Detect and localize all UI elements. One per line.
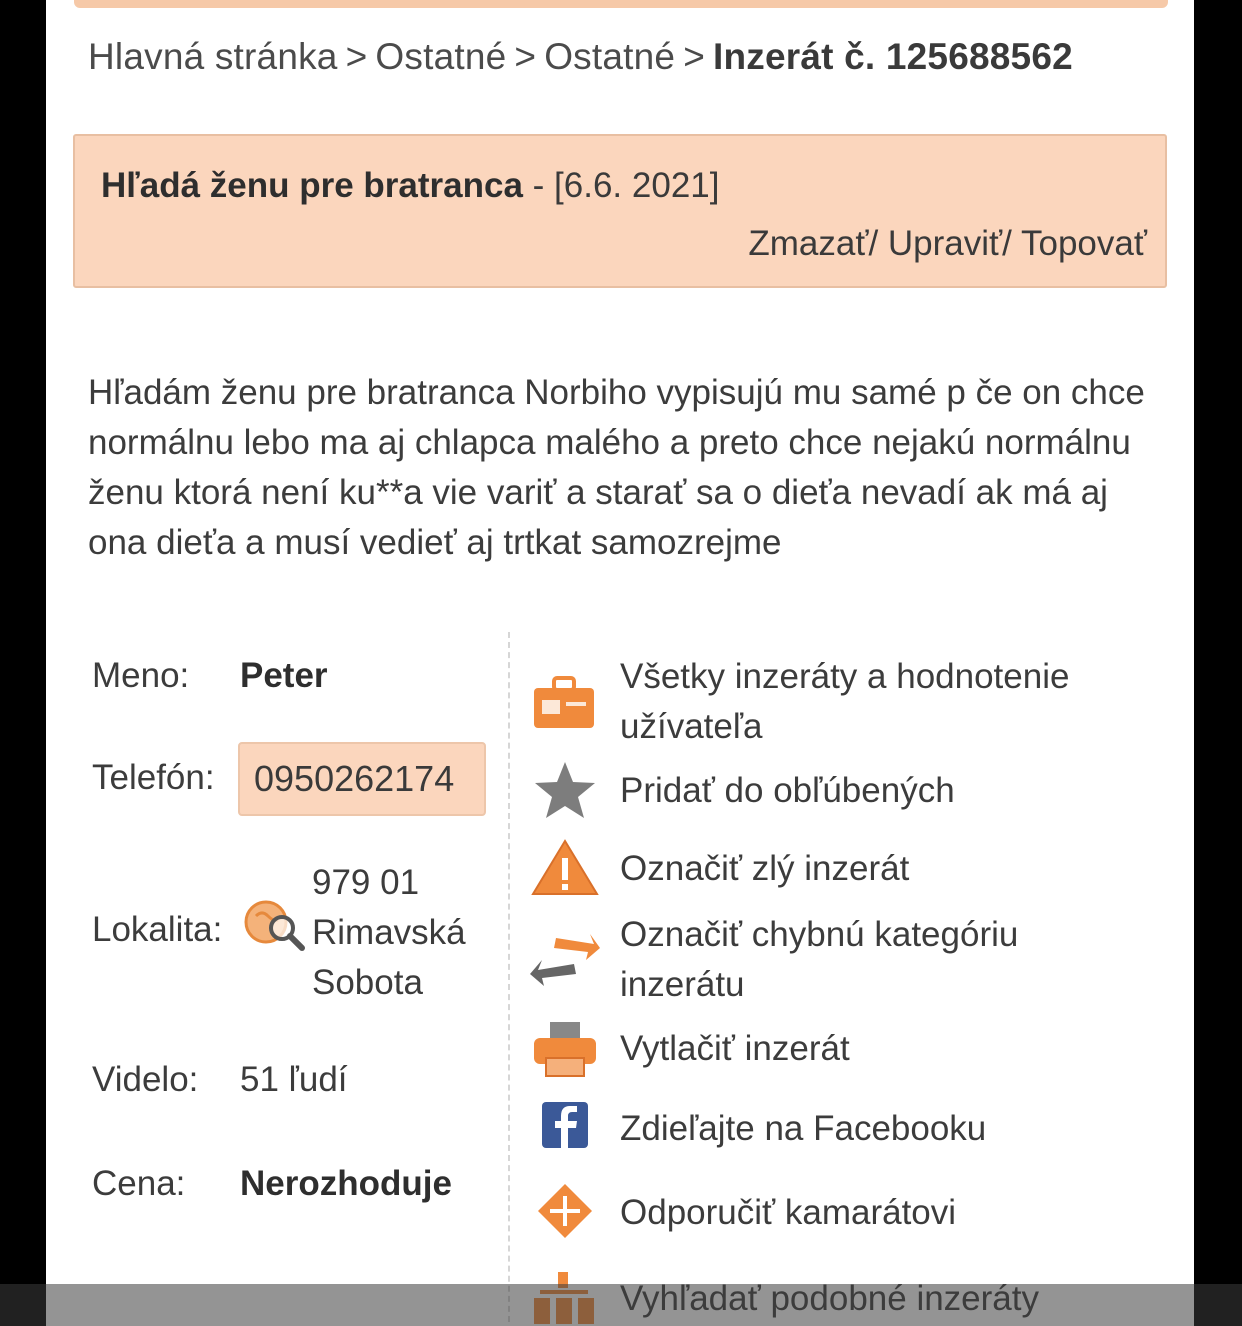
action-recommend-label: Odporučiť kamarátovi bbox=[620, 1193, 957, 1232]
warning-icon bbox=[530, 838, 600, 898]
breadcrumb-home[interactable]: Hlavná stránka bbox=[88, 36, 338, 77]
ad-date: - [6.6. 2021] bbox=[522, 166, 720, 205]
phone-value[interactable]: 0950262174 bbox=[238, 742, 486, 816]
action-wrong-category-label: Označiť chybnú kategóriu inzerátu bbox=[620, 915, 1019, 1004]
views-value: 51 ľudí bbox=[240, 1060, 348, 1099]
column-divider bbox=[508, 632, 510, 1326]
ad-page bbox=[46, 0, 1194, 1326]
map-search-icon[interactable] bbox=[242, 896, 308, 952]
star-icon bbox=[530, 760, 600, 820]
breadcrumb-current: Inzerát č. 125688562 bbox=[713, 36, 1073, 77]
delete-link[interactable]: Zmazať bbox=[748, 224, 869, 263]
breadcrumb-separator: > bbox=[514, 36, 537, 77]
ad-actions bbox=[748, 224, 1147, 264]
location-value bbox=[312, 858, 466, 1008]
breadcrumb-separator: > bbox=[345, 36, 368, 77]
action-share-facebook-label: Zdieľajte na Facebooku bbox=[620, 1109, 987, 1148]
location-city-line2: Sobota bbox=[312, 963, 423, 1002]
breadcrumb-subcategory[interactable]: Ostatné bbox=[544, 36, 676, 77]
bottom-overlay-bar bbox=[0, 1284, 1242, 1326]
price-label: Cena: bbox=[92, 1164, 186, 1203]
ad-description: Hľadám ženu pre bratranca Norbiho vypisujú mu samé p če on chce normálnu lebo ma aj chlapca malého a preto chce nejakú normálnu ženu ktorá není ku**a vie variť a starať sa o dieťa nevadí ak má aj ona dieťa a musí vedieť aj trtkat samozrejme bbox=[88, 373, 1145, 562]
ad-title-row bbox=[101, 166, 719, 206]
breadcrumb-separator: > bbox=[683, 36, 705, 77]
ad-header-box bbox=[73, 134, 1167, 288]
views-label: Videlo: bbox=[92, 1060, 199, 1099]
facebook-icon bbox=[530, 1098, 600, 1158]
action-report-ad-label: Označiť zlý inzerát bbox=[620, 849, 910, 888]
location-label: Lokalita: bbox=[92, 910, 223, 949]
action-print-label: Vytlačiť inzerát bbox=[620, 1029, 850, 1068]
top-strip bbox=[74, 0, 1168, 8]
ad-title: Hľadá ženu pre bratranca bbox=[101, 166, 523, 205]
name-value: Peter bbox=[240, 656, 328, 695]
edit-link[interactable]: Upraviť bbox=[887, 224, 1003, 263]
breadcrumb-category[interactable]: Ostatné bbox=[375, 36, 507, 77]
action-slash: / bbox=[1002, 224, 1021, 263]
swap-arrows-icon bbox=[530, 930, 600, 990]
briefcase-icon bbox=[530, 672, 600, 732]
printer-icon bbox=[530, 1020, 600, 1080]
recommend-icon bbox=[530, 1182, 600, 1242]
location-zip: 979 01 bbox=[312, 863, 420, 902]
location-city-line1: Rimavská bbox=[312, 913, 466, 952]
price-value: Nerozhoduje bbox=[240, 1164, 452, 1203]
breadcrumb bbox=[88, 36, 1073, 78]
top-link[interactable]: Topovať bbox=[1021, 224, 1147, 263]
name-label: Meno: bbox=[92, 656, 190, 695]
action-all-ads-label: Všetky inzeráty a hodnotenie užívateľa bbox=[620, 657, 1070, 746]
action-slash: / bbox=[868, 224, 888, 263]
action-add-favorite-label: Pridať do obľúbených bbox=[620, 771, 955, 810]
phone-label: Telefón: bbox=[92, 758, 215, 797]
